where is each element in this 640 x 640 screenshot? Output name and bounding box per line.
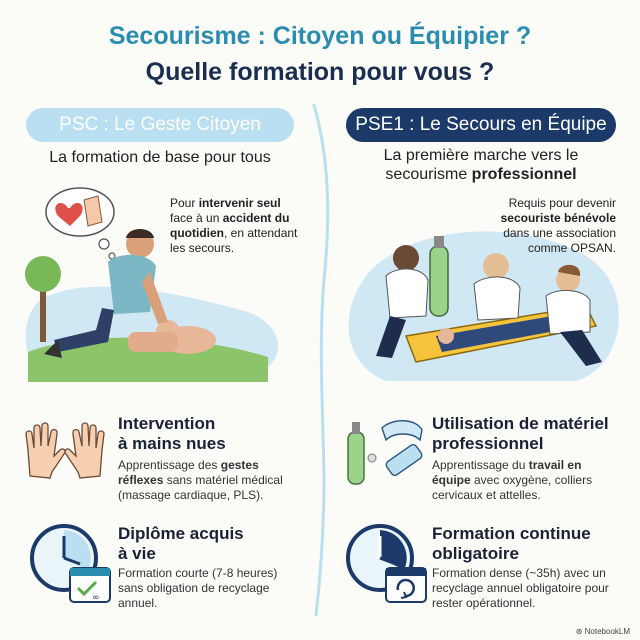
center-divider xyxy=(300,100,340,620)
main-title-line2: Quelle formation pour vous ? xyxy=(145,58,495,86)
pse1-intro-text: Requis pour devenir secouriste bénévole dans une association comme OPSAN. xyxy=(500,196,616,255)
clock-calendar-icon xyxy=(26,520,116,610)
pse1-feature2-title xyxy=(432,524,632,564)
clock-refresh-calendar-icon xyxy=(342,520,432,610)
psc-feature2-title-line2: à vie xyxy=(118,544,156,563)
notebooklm-watermark: ⊛ NotebookLM xyxy=(575,627,630,636)
medical-equipment-icon xyxy=(342,412,428,496)
pse1-heading-label: PSE1 : Le Secours en Équipe xyxy=(355,114,607,135)
pse1-heading-pill xyxy=(346,108,616,142)
main-title-line1: Secourisme : Citoyen ou Équipier ? xyxy=(108,22,532,50)
psc-feature1-title-line2: à mains nues xyxy=(118,434,226,453)
pse1-feature1-title xyxy=(432,414,632,454)
psc-heading-pill xyxy=(26,108,294,142)
psc-subtitle: La formation de base pour tous xyxy=(49,149,271,166)
notebooklm-logo-icon: ⊛ xyxy=(575,627,585,636)
psc-intro-text: Pour intervenir seul face à un accident du quotidien, en attendant les secours. xyxy=(170,196,298,255)
svg-text:∞: ∞ xyxy=(92,593,100,603)
pse1-feature1-title-line1: Utilisation de matériel xyxy=(432,414,609,433)
psc-feature2-text: Formation courte (7-8 heures) sans obligation de recyclage annuel. xyxy=(118,566,278,610)
psc-feature2-title-line1: Diplôme acquis xyxy=(118,524,244,543)
psc-heading-label: PSC : Le Geste Citoyen xyxy=(59,114,261,135)
psc-feature2-title xyxy=(118,524,298,564)
pse1-feature1-title-line2: professionnel xyxy=(432,434,544,453)
pse1-subtitle xyxy=(346,146,616,184)
pse1-feature1-text: Apprentissage du travail en équipe avec oxygène, colliers cervicaux et attelles. xyxy=(432,458,593,502)
psc-feature1-text: Apprentissage des gestes réflexes sans matériel médical (massage cardiaque, PLS). xyxy=(118,458,283,502)
psc-feature1-title-line1: Intervention xyxy=(118,414,216,433)
pse1-subtitle-line2: secourisme professionnel xyxy=(385,166,577,183)
hands-icon xyxy=(22,420,108,482)
pse1-subtitle-line1: La première marche vers le xyxy=(383,147,579,164)
pse1-feature2-title-line1: Formation continue xyxy=(432,524,591,543)
psc-feature1-title xyxy=(118,414,298,454)
pse1-feature2-title-line2: obligatoire xyxy=(432,544,519,563)
pse1-feature2-text: Formation dense (~35h) avec un recyclage annuel obligatoire pour rester opérationnel. xyxy=(432,566,609,610)
